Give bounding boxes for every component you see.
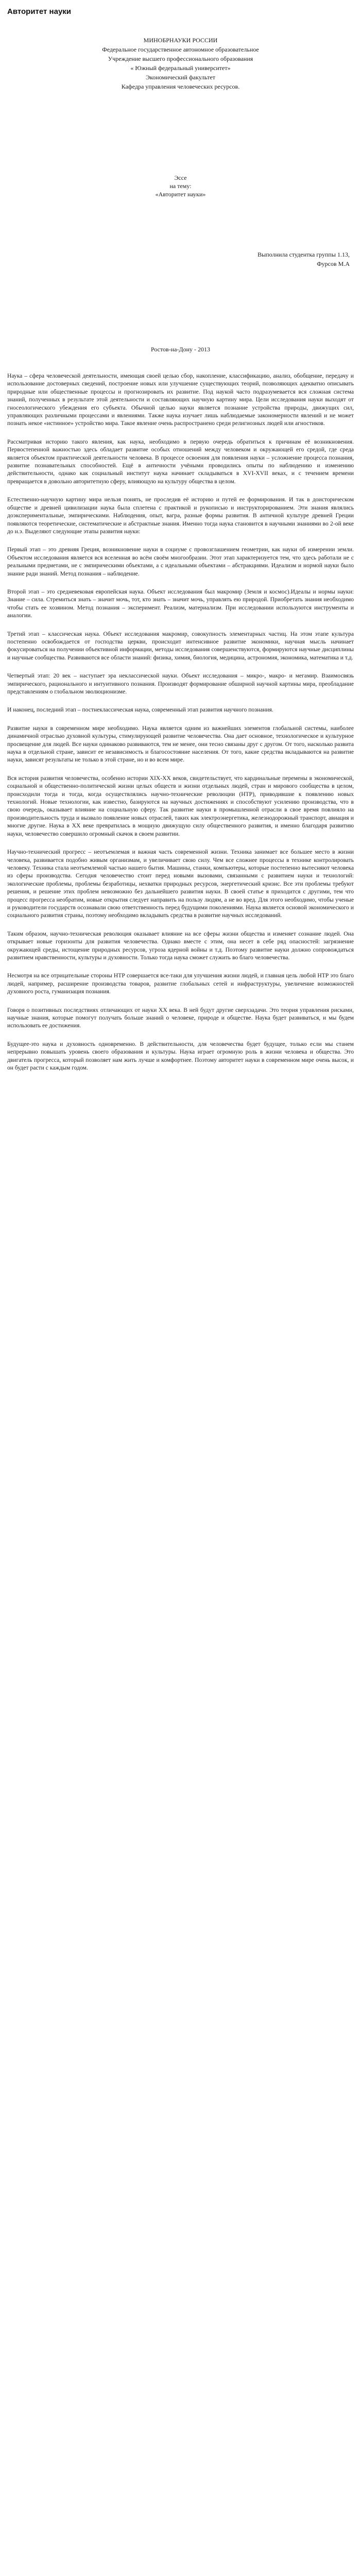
body-paragraph: Наука – сфера человеческой деятельности, имеющая своей целью сбор, накопление, классификацию, анализ, обобщение, передачу и использование достоверных сведений, построение новых или улучшение существующих теорий, позволяющих адекватно описывать природные или общественные процессы и прогнозировать их развитие. Под наукой часто подразумевается вся сложная система знаний, полученных в результате этой деятельности и составляющих научную картину мира. Цели исследования науки выходят от гносеологического убеждения его субъекта. Обычной целью науки является познание устройства природы, движущих сил, управляющих различными процессами и явлениями. Также наука изучает лишь наблюдаемые закономерности явлений и не может познать некое «истинное» устройство мира. Такое явление очень распространено среди религиозных людей или агностиков. (7, 372, 354, 427)
header-line-university: « Южный федеральный университет» (130, 64, 231, 72)
body-paragraph: Третий этап – классическая наука. Объект исследования макромир, совокупность элементарных частиц. На этом этапе культура постепенно освобождается от господства церкви, происходит интенсивное развитие экономики, научная мысль начинает фокусироваться на получении объективной информации, методы исследования совершенствуются, формируются научные дисциплины и научные сообщества. Развиваются все области знаний: физика, химия, биология, медицина, астрономия, экономика, математика и т.д. (7, 630, 354, 661)
header-spacer (7, 91, 354, 174)
body-paragraph: Говоря о позитивных последствиях отличающих от науки XX века. В ней будут другие сверхзадачи. Это теория управления рисками, научные знания, которые помогут получать больше знаний о человеке, природе и обществе. Наука будет развиваться, и мы будем использовать ее достижения. (7, 1006, 354, 1029)
body-paragraph: Несмотря на все отрицательные стороны НТР совершается все-таки для улучшения жизни людей, и главная цель любой НТР это благо людей, например, расширение производства товаров, развитие глобальных сетей и инфраструктуры, увеличение возможностей духовного роста, гуманизация познания. (7, 972, 354, 995)
essay-on-topic: на тему: (169, 182, 192, 190)
header-line-ministry: МИНОБРНАУКИ РОССИИ (143, 37, 218, 44)
essay-label: Эссе (174, 174, 187, 181)
body-paragraph: Рассматривая историю такого явления, как наука, необходимо в первую очередь обратиться к причинам её возникновения. Первостепенной важностью здесь обладает развитие особых отношений между человеком и окружающей его средой, где среда является объектом практической деятельности человека. В процессе освоения для появления науки – усложнение процесса познания, развитие познавательных способностей. Ещё в античности учёными проводились опыты по наблюдению и изменению действительности, однако как социальный институт наука начинает складываться в XVI-XVII веках, и с течением времени превращается в довольно авторитетную сферу, влияющую на культуру общества в целом. (7, 438, 354, 485)
title-page-header (7, 36, 354, 91)
body-paragraph: Будущее-это наука и духовность одновременно. В действительности, для человечества будет будущее, только если мы станем непрерывно повышать уровень своего образования и культуры. Наука играет огромную роль в жизни человека и общества. Это двигатель прогресса, который позволяет нам жить лучше и комфортнее. Поэтому авторитет науки в современном мире очень высок, и он будет расти с каждым годом. (7, 1040, 354, 1072)
header-line-institution-type: Федеральное государственное автономное образовательное (102, 46, 259, 53)
author-line-student: Выполнила студентка группы 1.13, (257, 251, 350, 258)
page-title: Авторитет науки (7, 7, 72, 16)
body-paragraph: Четвертый этап: 20 век – наступает эра неклассической науки. Объект исследования – микро-, макро- и мегамир. Взаимосвязь эмпирического, рационального и интуитивного познания. Производят формирование обширной научной картины мира, преобладание представлениям о глобальном эволюционизме. (7, 672, 354, 695)
body-paragraph: Естественно-научную картину мира нельзя понять, не проследив её историю и путей ее формирования. И так в доисторическом обществе и древней цивилизации наука была сплетена с практикой и рукописью и инструкторированием. Эти знания являлись доэкспериментальные, эмпирическими. Наблюдения, опыт, вагра, разные формы развития. В античной культуре древней Греции появляются теоретические, систематические и абстрактные знания. Именно тогда наука становится в научными знаниями во 2-ой веке до н.э. Выделяют следующие этапы развития науки: (7, 496, 354, 535)
body-paragraph: Развитие науки в современном мире необходимо. Наука является одним из важнейших элементов глобальной системы, наиболее динамичной отраслью духовной культуры, стимулирующей развитие человечества. Она дает основное, технологическое и культурное просвещение для людей. Все науки одинаково развиваются, тем не менее, они тесно связаны друг с другом. От того, насколько развита наука в отдельной стране, зависит ее независимость и благосостояние населения. От того, какие средства вкладываются на развитие науки, зависят результаты не только в этой стране, но и во всем мире. (7, 724, 354, 764)
city-year: Ростов-на-Дону - 2013 (150, 346, 211, 353)
body-paragraph: Таким образом, научно-техническая революция оказывает влияние на все сферы жизни общества и изменяет сознание людей. Она открывает новые горизонты для развития человечества. Однако вместе с этим, она несет в себе ряд опасностей: загрязнение окружающей среды, истощение природных ресурсов, угроза ядерной войны и т.д. Поэтому развитие науки должно сопровождаться развитием нравственности, культуры и духовности. Только тогда наука сможет служить во благо человечества. (7, 930, 354, 961)
body-paragraph: Первый этап – это древняя Греция, возникновение науки в социуме с провозглашением геометрии, как науки об измерении земли. Объектом исследования является вся вселенная во всём своём многообразии. Этот этап характеризуется тем, что здесь работали не с реальными предметами, не с эмпирическими объектами, а с идеальными объектами – абстракциями. Идеализм и нормой науки было знание ради знаний. Метод познания – наблюдение. (7, 546, 354, 577)
author-block (7, 250, 354, 268)
body-paragraph: И наконец, последний этап – постнеклассическая наука, современный этап развития научного познания. (7, 706, 273, 714)
header-line-education: Учреждение высшего профессионального образования (108, 55, 253, 62)
essay-body (7, 372, 354, 1072)
author-line-name: Фурсов М.А (317, 260, 350, 267)
body-paragraph: Вся история развития человечества, особенно истории XIX-XX веков, свидетельствует, что кардинальные перемены в экономической, социальной и общественно-политической жизни целых обществ и жизни отдельных людей, стран и мирового сообщества в целом, происходили тогда и тогда, когда осуществлялись научно-технические революции (НТР), приводившие к появлению новых технологий. Новые технологии, как известно, базируются на научных достижениях и способствуют усилению производства, что в свою очередь, оказывает влияние на социальную сферу. Так развитие науки в промышленной отрасли в свое время повлияло на производительность труда и вызвало появление новых отраслей, таких как электроэнергетика, железнодорожный транспорт, авиация и многие другие. Наука в XX веке превратилась в мощную движущую силу общественного развития, и именно благодаря развитию науки, человечество совершило огромный скачок в своем развитии. (7, 774, 354, 837)
header-line-department: Кафедра управления человеческих ресурсов. (121, 83, 240, 90)
header-line-faculty: Экономический факультет (145, 74, 216, 81)
essay-topic: «Авторитет науки» (155, 191, 206, 198)
essay-heading (7, 174, 354, 198)
body-paragraph: Второй этап – это средневековая европейская наука. Объект исследования был макромир (Земля и космос).Идеалы и нормы науки: Знание – сила. Стремиться знать – значит мочь, тот, кто знать – значит мочь, управлять ею природой. Приобретать знания необходимо чтобы стать ее хозяином. Метод познания – эксперимент. Реализм, материализм. При исследовании используются инструменты и аналогии. (7, 588, 354, 619)
body-paragraph: Научно-технический прогресс – неотъемлемая и важная часть современной жизни. Техника занимает все большее место в жизни человека, развивается подобно живым организмам, и увеличивает свою силу. Чем все сложнее процессы в технике контролировать человеку. Техника стала неотъемлемой частью нашего бытия. Машины, станки, компьютеры, которые постепенно вытесняют человека из сферы производства. Сегодня человечество стоит перед новыми вызовами, связанными с развитием науки и технологий: экологические проблемы, проблемы безработицы, нехватки природных ресурсов, энергетический кризис. Все эти проблемы требуют решения, и решение этих проблем невозможно без дальнейшего развития науки. В своей статье я приходится с другими, тем что процесс прогресса необратим, новые открытия следует направить на пользу людям, а не во вред. Для этого необходимо, чтобы ученые и руководители государств осознавали свою ответственность перед будущими поколениями. Наука является основой экономического и социального развития страны, поэтому необходимо вкладывать средства в развитие научных исследований. (7, 849, 354, 919)
